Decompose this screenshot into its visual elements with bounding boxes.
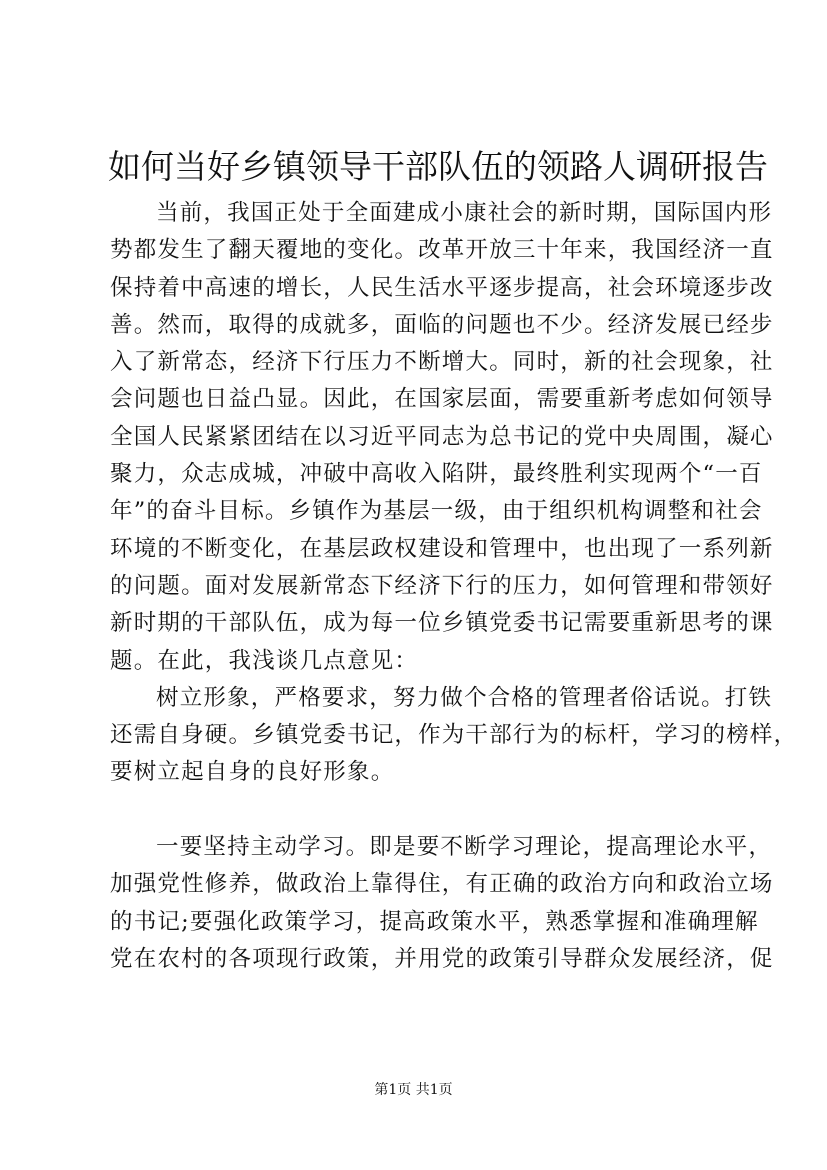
text-line: 聚力，众志成城，冲破中高收入陷阱，最终胜利实现两个“一百 [110, 461, 763, 488]
text-line: 一要坚持主动学习。即是要不断学习理论，提高理论水平， [156, 834, 773, 861]
text-line: 加强党性修养，做政治上靠得住，有正确的政治方向和政治立场 [110, 871, 774, 898]
text-line: 保持着中高速的增长，人民生活水平逐步提高，社会环境逐步改 [110, 274, 774, 301]
text-line: 的书记;要强化政策学习，提高政策水平，熟悉掌握和准确理解 [110, 908, 759, 935]
document-body [110, 195, 798, 978]
text-line: 善。然而，取得的成就多，面临的问题也不少。经济发展已经步 [110, 311, 774, 338]
text-line: 势都发生了翻天覆地的变化。改革开放三十年来，我国经济一直 [110, 237, 774, 264]
text-line: 入了新常态，经济下行压力不断增大。同时，新的社会现象，社 [110, 349, 774, 376]
text-line: 会问题也日益凸显。因此，在国家层面，需要重新考虑如何领导 [110, 386, 774, 413]
page-number: 第1页 共1页 [374, 1082, 453, 1098]
text-line: 全国人民紧紧团结在以习近平同志为总书记的党中央周围，凝心 [110, 423, 774, 450]
text-line: 要树立起自身的良好形象。 [110, 759, 395, 786]
document-title: 如何当好乡镇领导干部队伍的领路人调研报告 [108, 147, 768, 186]
text-line: 党在农村的各项现行政策，并用党的政策引导群众发展经济，促 [110, 945, 774, 972]
text-line: 当前，我国正处于全面建成小康社会的新时期，国际国内形 [156, 200, 773, 226]
text-line: 新时期的干部队伍，成为每一位乡镇党委书记需要重新思考的课 [110, 610, 774, 637]
blank-line [110, 792, 722, 829]
text-line: 的问题。面对发展新常态下经济下行的压力，如何管理和带领好 [110, 572, 774, 599]
text-line: 树立形象，严格要求，努力做个合格的管理者俗话说。打铁 [156, 684, 773, 711]
text-line: 题。在此，我浅谈几点意见： [110, 647, 419, 674]
text-line: 年”的奋斗目标。乡镇作为基层一级，由于组织机构调整和社会 [110, 498, 763, 525]
text-line: 还需自身硬。乡镇党委书记，作为干部行为的标杆，学习的榜样， [110, 722, 798, 749]
text-line: 环境的不断变化，在基层政权建设和管理中，也出现了一系列新 [110, 535, 774, 562]
